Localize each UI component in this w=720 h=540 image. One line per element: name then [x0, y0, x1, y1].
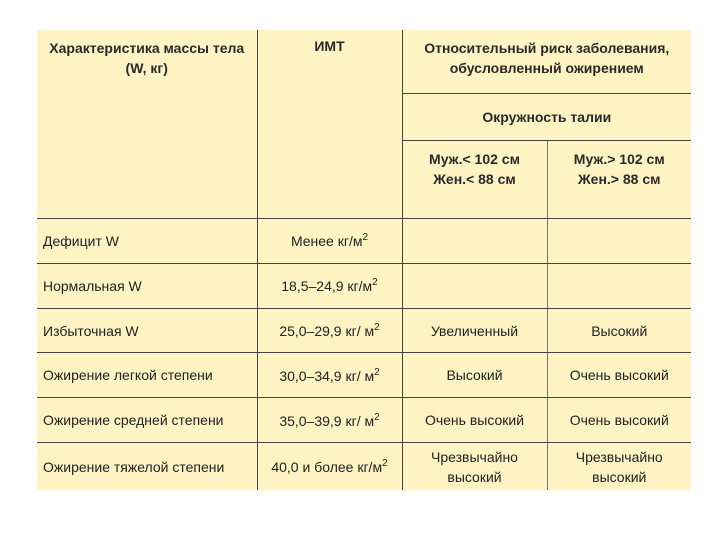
row-bmi-text: 25,0–29,9 кг/ м: [279, 323, 375, 340]
row-risk-high: Очень высокий: [547, 398, 691, 443]
row-bmi: [257, 398, 402, 443]
header-body-mass: [37, 30, 257, 218]
row-bmi-sup: 2: [374, 322, 380, 334]
row-label: Ожирение легкой степени: [37, 353, 257, 398]
row-label: Дефицит W: [37, 218, 257, 263]
header-bmi: ИМТ: [257, 30, 402, 218]
row-bmi-sup: 2: [362, 232, 369, 244]
header-waist-low: [402, 140, 547, 218]
header-body-mass-line1: Характеристика массы тела: [49, 40, 245, 56]
header-men-low: Муж.< 102 см: [429, 150, 520, 167]
row-bmi-text: Менее кг/м: [290, 233, 363, 250]
row-bmi: [257, 218, 402, 263]
row-risk-low: [402, 443, 547, 490]
table-row: [37, 218, 691, 263]
row-bmi-text: 35,0–39,9 кг/ м: [279, 412, 375, 429]
row-bmi: [257, 353, 402, 398]
header-body-mass-line2: (W, кг): [125, 60, 168, 76]
row-risk-low: Очень высокий: [402, 398, 547, 443]
table-row: [37, 443, 691, 490]
header-risk-line1: Относительный риск заболевания,: [424, 40, 670, 56]
row-risk-high-line2: высокий: [592, 468, 647, 485]
header-women-low: Жен.< 88 см: [433, 170, 516, 187]
table-row: [37, 263, 691, 308]
row-risk-high: [547, 443, 691, 490]
row-bmi-text: 30,0–34,9 кг/ м: [279, 367, 375, 384]
row-risk-low-line1: Чрезвычайно: [431, 448, 518, 465]
row-risk-low-line2: высокий: [447, 468, 502, 485]
row-risk-high: Высокий: [547, 308, 691, 353]
table-row: [37, 353, 691, 398]
row-risk-low: [402, 218, 547, 263]
row-label: Избыточная W: [37, 308, 257, 353]
header-waist-high: [547, 140, 691, 218]
row-bmi: [257, 308, 402, 353]
row-bmi-text: 40,0 и более кг/м: [271, 459, 383, 476]
row-bmi: [257, 443, 402, 490]
row-label: Ожирение тяжелой степени: [37, 443, 257, 490]
row-bmi: [257, 263, 402, 308]
row-bmi-text: 18,5–24,9 кг/м: [281, 278, 373, 295]
row-risk-high: Очень высокий: [547, 353, 691, 398]
row-bmi-sup: 2: [374, 411, 380, 423]
bmi-table-sheet: [37, 30, 691, 490]
row-risk-low: Высокий: [402, 353, 547, 398]
row-bmi-sup: 2: [382, 458, 388, 470]
row-bmi-sup: 2: [372, 277, 378, 289]
row-risk-high: [547, 218, 691, 263]
table-row: [37, 398, 691, 443]
table-row: [37, 308, 691, 353]
row-risk-high-line1: Чрезвычайно: [575, 448, 663, 465]
header-waist: Окружность талии: [402, 93, 691, 140]
row-risk-low: Увеличенный: [402, 308, 547, 353]
row-bmi-sup: 2: [374, 366, 380, 378]
row-risk-high: [547, 263, 691, 308]
row-label: Нормальная W: [37, 263, 257, 308]
header-relative-risk: [402, 30, 691, 93]
row-label: Ожирение средней степени: [37, 398, 257, 443]
bmi-risk-table: [37, 30, 691, 490]
header-risk-line2: обусловленный ожирением: [449, 60, 644, 76]
header-women-high: Жен.> 88 см: [578, 170, 661, 187]
row-risk-low: [402, 263, 547, 308]
header-men-high: Муж.> 102 см: [573, 150, 665, 167]
